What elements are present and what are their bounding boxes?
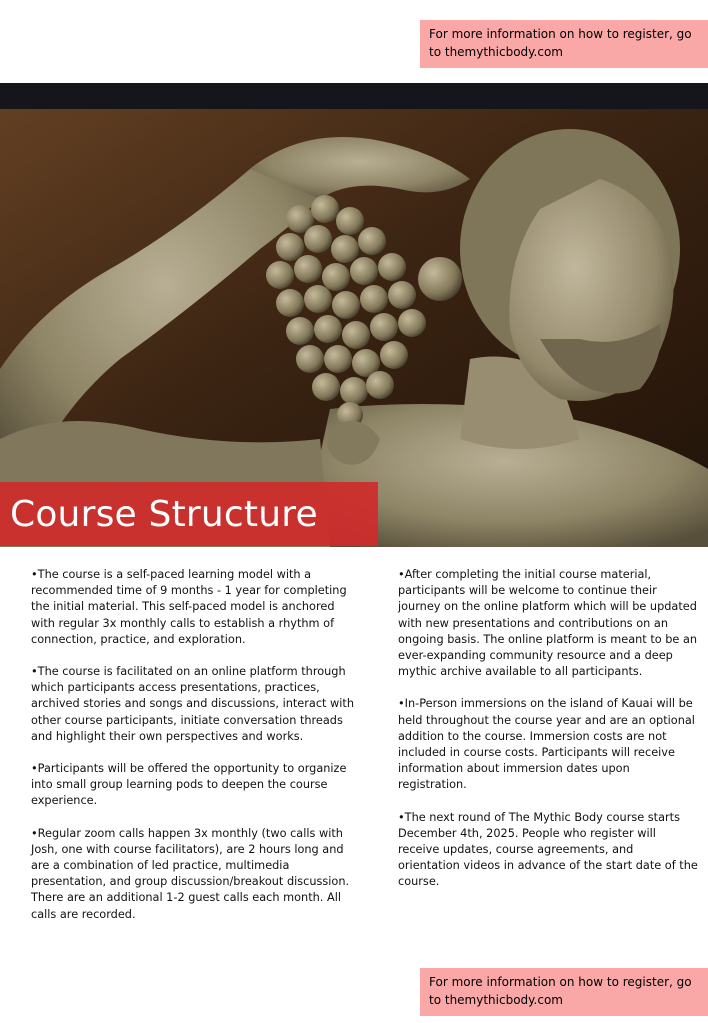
paragraph-after-completion: •After completing the initial course material, participants will be welcome to continue their journey on the online platform which will be updated with new presentations and contributions on an ongoing basis. The online platform is meant to be an ever-expanding community resource and a deep mythic archive available to all participants. [398, 568, 698, 679]
register-notice-text: For more information on how to register, go to themythicbody.com [429, 27, 692, 59]
paragraph-self-paced: •The course is a self-paced learning model with a recommended time of 9 months - 1 year for completing the initial material. This self-paced model is anchored with regular 3x monthly calls to establish a rhythm of connection, practice, and exploration. [31, 568, 347, 646]
right-column [398, 567, 698, 907]
left-column [31, 567, 361, 939]
paragraph-zoom-calls: •Regular zoom calls happen 3x monthly (two calls with Josh, one with course facilitators), are 2 hours long and are a combination of led practice, multimedia presentation, and group discussion/breakout discussion. There are an additional 1-2 guest calls each month. All calls are recorded. [31, 826, 350, 921]
paragraph-immersions: •In-Person immersions on the island of Kauai will be held throughout the course year and are an optional addition to the course. Immersion costs are not included in course costs. Participants will receive information about immersion dates upon registration. [398, 697, 695, 792]
register-notice-top [420, 20, 708, 68]
paragraph-online-platform: •The course is facilitated on an online platform through which participants access presentations, practices, archived stories and songs and discussions, interact with other course participants, initiate conversation threads and highlight their own perspectives and works. [31, 665, 355, 743]
register-notice-text: For more information on how to register, go to themythicbody.com [429, 975, 692, 1007]
dark-band-divider [0, 83, 708, 109]
paragraph-learning-pods: •Participants will be offered the opportunity to organize into small group learning pods to deepen the course experience. [31, 762, 347, 808]
register-notice-bottom [420, 968, 708, 1016]
paragraph-next-round: •The next round of The Mythic Body course starts December 4th, 2025. People who register will receive updates, course agreements, and orientation videos in advance of the start date of the course. [398, 810, 698, 889]
section-title: Course Structure [10, 494, 318, 535]
